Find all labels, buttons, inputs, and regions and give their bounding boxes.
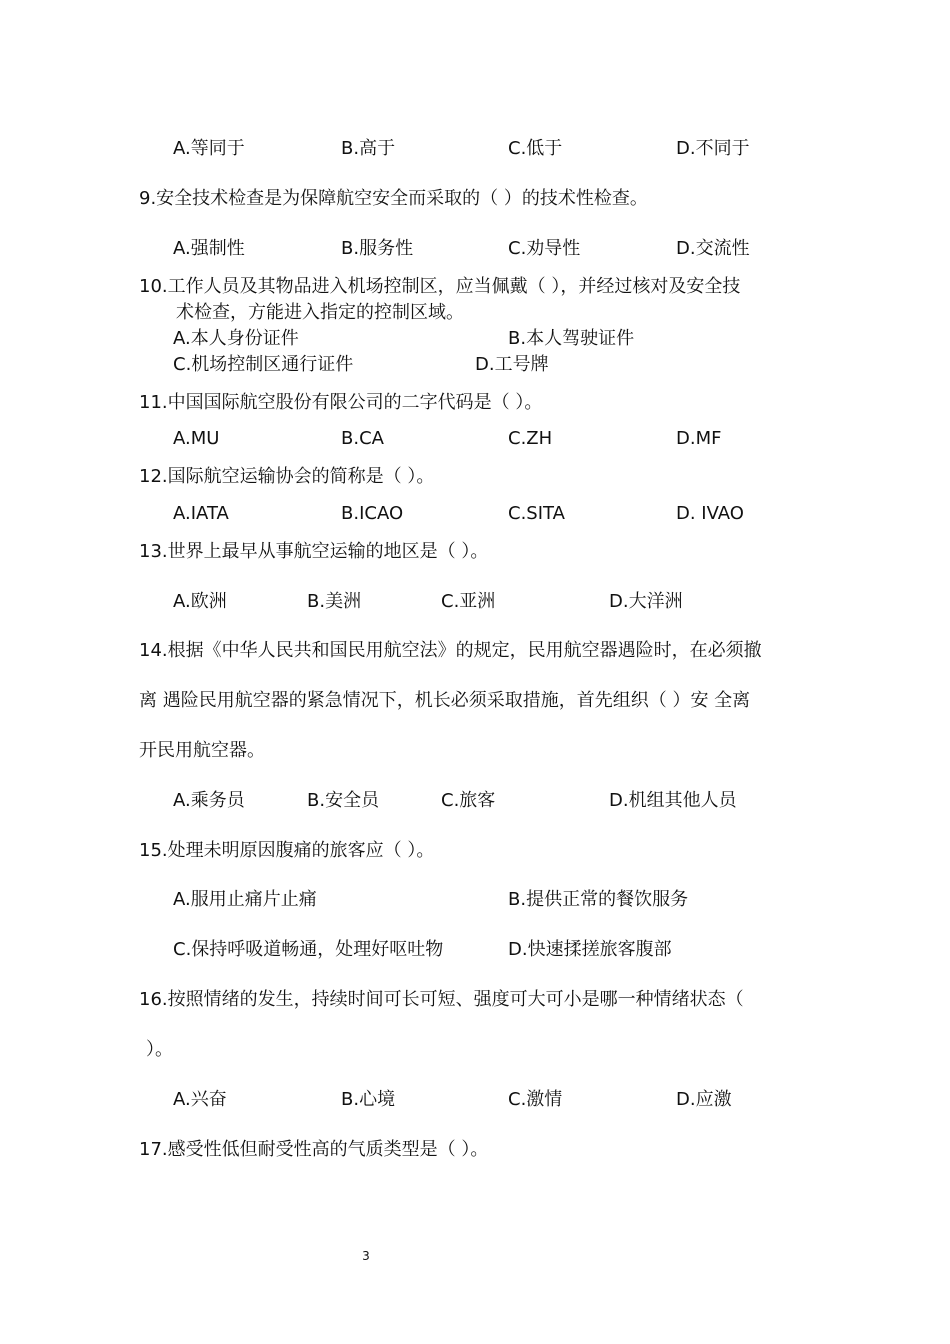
q8-option-a: A.等同于 — [173, 138, 245, 159]
q15-options-row2 — [0, 941, 950, 967]
q8-option-d: D.不同于 — [676, 138, 750, 159]
q10-stem-line2: 术检查，方能进入指定的控制区域。 — [176, 302, 464, 323]
q11-option-d: D.MF — [676, 428, 722, 449]
q14-stem-line2: 离 遇险民用航空器的紧急情况下，机长必须采取措施，首先组织（ ）安 全离 — [139, 690, 751, 711]
q12-options — [0, 505, 950, 531]
q14-option-a: A.乘务员 — [173, 790, 245, 811]
q9-option-d: D.交流性 — [676, 238, 750, 259]
q12-stem: 12.国际航空运输协会的简称是（ ）。 — [139, 466, 435, 487]
q11-option-c: C.ZH — [508, 428, 553, 449]
q9-stem-row — [0, 190, 950, 216]
q15-stem-row — [0, 842, 950, 868]
q13-option-d: D.大洋洲 — [609, 591, 683, 612]
q10-options-row2 — [0, 356, 950, 382]
q15-option-d: D.快速揉搓旅客腹部 — [508, 939, 672, 960]
q11-stem-row — [0, 394, 950, 420]
q11-option-b: B.CA — [341, 428, 384, 449]
q11-option-a: A.MU — [173, 428, 220, 449]
q14-stem-row2 — [0, 692, 950, 718]
q14-stem-row1 — [0, 642, 950, 668]
page-number: 3 — [362, 1249, 370, 1263]
q16-stem-row1 — [0, 991, 950, 1017]
q13-option-a: A.欧洲 — [173, 591, 227, 612]
q15-option-b: B.提供正常的餐饮服务 — [508, 889, 689, 910]
q8-option-c: C.低于 — [508, 138, 563, 159]
q14-option-d: D.机组其他人员 — [609, 790, 737, 811]
q16-option-a: A.兴奋 — [173, 1089, 227, 1110]
q14-options — [0, 792, 950, 818]
q16-option-c: C.激情 — [508, 1089, 563, 1110]
q13-stem-row — [0, 543, 950, 569]
q15-options-row1 — [0, 891, 950, 917]
q14-option-b: B.安全员 — [307, 790, 380, 811]
q16-stem-line1: 16.按照情绪的发生，持续时间可长可短、强度可大可小是哪一种情绪状态（ — [139, 989, 744, 1010]
q12-stem-row — [0, 468, 950, 494]
q11-stem: 11.中国国际航空股份有限公司的二字代码是（ ）。 — [139, 392, 543, 413]
q10-stem-line1: 10.工作人员及其物品进入机场控制区，应当佩戴（ ），并经过核对及安全技 — [139, 276, 741, 297]
q9-option-b: B.服务性 — [341, 238, 414, 259]
q15-option-c: C.保持呼吸道畅通，处理好呕吐物 — [173, 939, 444, 960]
q13-option-c: C.亚洲 — [441, 591, 496, 612]
q9-options — [0, 240, 950, 266]
q11-options — [0, 430, 950, 456]
q14-stem-row3 — [0, 742, 950, 768]
q10-option-c: C.机场控制区通行证件 — [173, 354, 354, 375]
q14-stem-line3: 开民用航空器。 — [139, 740, 265, 761]
q12-option-a: A.IATA — [173, 503, 229, 524]
q16-stem-row2 — [0, 1041, 950, 1067]
q10-option-b: B.本人驾驶证件 — [508, 328, 635, 349]
q8-options — [0, 140, 950, 166]
q14-stem-line1: 14.根据《中华人民共和国民用航空法》的规定，民用航空器遇险时，在必须撤 — [139, 640, 762, 661]
q9-stem: 9.安全技术检查是为保障航空安全而采取的（ ）的技术性检查。 — [139, 188, 648, 209]
q13-option-b: B.美洲 — [307, 591, 362, 612]
q16-stem-line2: ）。 — [146, 1039, 173, 1060]
q10-option-a: A.本人身份证件 — [173, 328, 299, 349]
q12-option-c: C.SITA — [508, 503, 565, 524]
q16-option-d: D.应激 — [676, 1089, 732, 1110]
q9-option-a: A.强制性 — [173, 238, 245, 259]
q16-options — [0, 1091, 950, 1117]
q15-stem: 15.处理未明原因腹痛的旅客应（ ）。 — [139, 840, 435, 861]
q13-stem: 13.世界上最早从事航空运输的地区是（ ）。 — [139, 541, 489, 562]
q10-stem-row — [0, 278, 950, 304]
q10-option-d: D.工号牌 — [475, 354, 549, 375]
q10-options-row1 — [0, 330, 950, 356]
q10-stem-row2 — [0, 304, 950, 330]
q16-option-b: B.心境 — [341, 1089, 396, 1110]
q14-option-c: C.旅客 — [441, 790, 496, 811]
q9-option-c: C.劝导性 — [508, 238, 581, 259]
q12-option-b: B.ICAO — [341, 503, 404, 524]
q15-option-a: A.服用止痛片止痛 — [173, 889, 317, 910]
q8-option-b: B.高于 — [341, 138, 396, 159]
q17-stem: 17.感受性低但耐受性高的气质类型是（ ）。 — [139, 1139, 489, 1160]
q12-option-d: D. IVAO — [676, 503, 744, 524]
q13-options — [0, 593, 950, 619]
q17-stem-row — [0, 1141, 950, 1167]
